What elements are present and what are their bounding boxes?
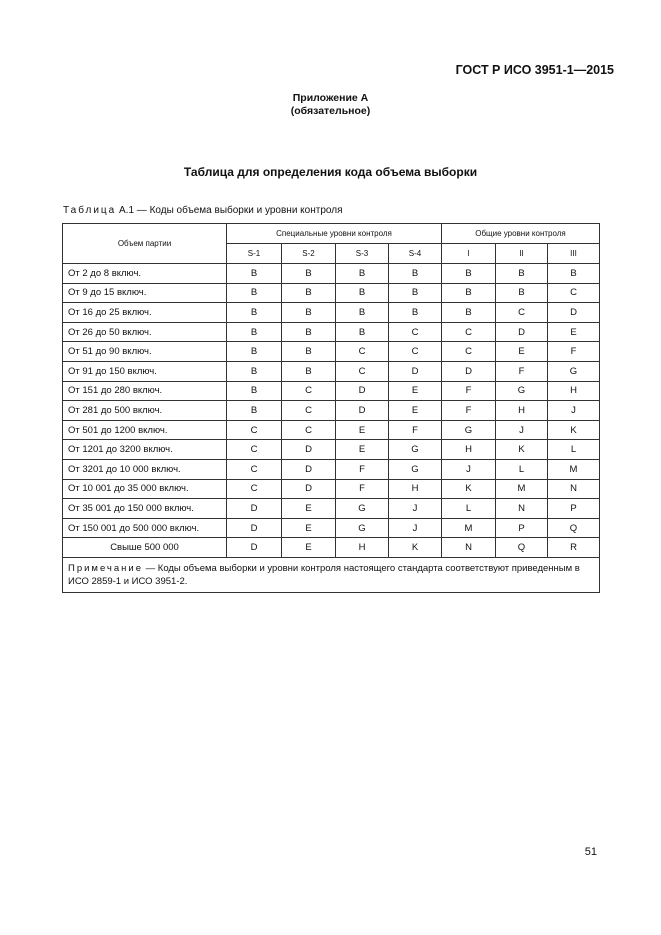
code-cell: B (336, 303, 389, 323)
appendix-status: (обязательное) (290, 105, 371, 117)
code-cell: N (548, 479, 600, 499)
code-cell: E (336, 420, 389, 440)
page-number: 51 (584, 846, 597, 858)
code-cell: G (336, 518, 389, 538)
code-cell: B (227, 322, 282, 342)
code-cell: D (282, 479, 336, 499)
code-cell: B (227, 361, 282, 381)
lot-size-cell: От 16 до 25 включ. (63, 303, 227, 323)
code-cell: B (227, 381, 282, 401)
code-cell: P (548, 499, 600, 519)
code-cell: B (227, 401, 282, 421)
lot-size-cell: От 26 до 50 включ. (63, 322, 227, 342)
code-cell: L (496, 459, 548, 479)
code-cell: B (336, 322, 389, 342)
lot-size-cell: От 51 до 90 включ. (63, 342, 227, 362)
code-cell: G (548, 361, 600, 381)
code-cell: B (389, 264, 442, 284)
code-cell: H (336, 538, 389, 558)
code-cell: F (336, 479, 389, 499)
lot-size-cell: От 2 до 8 включ. (63, 264, 227, 284)
lot-size-cell: От 150 001 до 500 000 включ. (63, 518, 227, 538)
lot-size-cell: От 91 до 150 включ. (63, 361, 227, 381)
code-cell: B (227, 283, 282, 303)
code-cell: C (442, 342, 496, 362)
code-cell: C (336, 361, 389, 381)
code-cell: N (442, 538, 496, 558)
table-note (63, 557, 600, 592)
table-row (63, 303, 600, 323)
code-cell: C (389, 322, 442, 342)
code-cell: B (282, 322, 336, 342)
code-cell: J (442, 459, 496, 479)
code-cell: C (389, 342, 442, 362)
code-cell: J (389, 518, 442, 538)
code-cell: E (336, 440, 389, 460)
code-cell: C (227, 420, 282, 440)
table-row (63, 518, 600, 538)
code-cell: B (227, 342, 282, 362)
code-cell: B (336, 283, 389, 303)
standard-designation: ГОСТ Р ИСО 3951-1—2015 (455, 63, 614, 77)
code-cell: D (282, 440, 336, 460)
code-cell: G (389, 440, 442, 460)
code-cell: D (496, 322, 548, 342)
code-cell: D (548, 303, 600, 323)
lot-size-cell: От 10 001 до 35 000 включ. (63, 479, 227, 499)
code-cell: E (548, 322, 600, 342)
code-cell: C (496, 303, 548, 323)
code-cell: N (496, 499, 548, 519)
code-cell: B (282, 342, 336, 362)
code-cell: D (336, 381, 389, 401)
code-cell: E (282, 499, 336, 519)
code-cell: E (389, 401, 442, 421)
level-header: S-4 (389, 244, 442, 264)
code-cell: D (227, 518, 282, 538)
code-cell: B (282, 361, 336, 381)
table-row (63, 264, 600, 284)
code-cell: C (227, 459, 282, 479)
code-cell: K (442, 479, 496, 499)
code-cell: F (389, 420, 442, 440)
code-cell: D (442, 361, 496, 381)
code-cell: F (496, 361, 548, 381)
code-cell: C (336, 342, 389, 362)
code-cell: F (442, 381, 496, 401)
code-cell: F (442, 401, 496, 421)
code-cell: B (282, 283, 336, 303)
table-row (63, 283, 600, 303)
code-cell: E (496, 342, 548, 362)
table-row (63, 381, 600, 401)
code-cell: B (336, 264, 389, 284)
code-cell: B (496, 283, 548, 303)
code-cell: K (548, 420, 600, 440)
code-cell: B (548, 264, 600, 284)
level-header: S-1 (227, 244, 282, 264)
lot-size-cell: От 281 до 500 включ. (63, 401, 227, 421)
code-cell: C (227, 440, 282, 460)
code-cell: B (442, 303, 496, 323)
code-cell: B (442, 264, 496, 284)
note-label: Примечание (68, 562, 143, 574)
lot-size-cell: От 35 001 до 150 000 включ. (63, 499, 227, 519)
code-cell: J (389, 499, 442, 519)
code-cell: M (442, 518, 496, 538)
code-cell: C (548, 283, 600, 303)
lot-size-cell: От 151 до 280 включ. (63, 381, 227, 401)
code-cell: C (442, 322, 496, 342)
special-levels-header: Специальные уровни контроля (227, 224, 442, 244)
code-cell: B (442, 283, 496, 303)
code-cell: E (389, 381, 442, 401)
code-cell: Q (548, 518, 600, 538)
section-heading: Таблица для определения кода объема выборки (183, 165, 478, 179)
code-cell: B (227, 303, 282, 323)
lot-size-cell: От 1201 до 3200 включ. (63, 440, 227, 460)
code-cell: E (282, 518, 336, 538)
lot-size-cell: От 3201 до 10 000 включ. (63, 459, 227, 479)
table-row (63, 479, 600, 499)
code-cell: H (496, 401, 548, 421)
table-row (63, 440, 600, 460)
table-caption-label: Таблица (63, 205, 117, 216)
code-cell: F (548, 342, 600, 362)
code-cell: E (282, 538, 336, 558)
code-cell: K (389, 538, 442, 558)
code-cell: C (227, 479, 282, 499)
code-cell: D (227, 499, 282, 519)
level-header: II (496, 244, 548, 264)
code-cell: B (496, 264, 548, 284)
code-cell: B (389, 303, 442, 323)
table-row (63, 322, 600, 342)
code-cell: G (496, 381, 548, 401)
code-cell: L (548, 440, 600, 460)
code-cell: C (282, 381, 336, 401)
note-text: — Коды объема выборки и уровни контроля настоящего стандарта соответствуют приведенным в ИСО 2859-1 и ИСО 3951-2. (68, 562, 580, 587)
code-cell: D (389, 361, 442, 381)
code-cell: D (336, 401, 389, 421)
table-caption-text: А.1 — Коды объема выборки и уровни контроля (119, 205, 343, 216)
code-cell: C (282, 401, 336, 421)
level-header: I (442, 244, 496, 264)
code-cell: H (442, 440, 496, 460)
table-row (63, 401, 600, 421)
sample-size-code-table (62, 223, 600, 593)
code-cell: D (227, 538, 282, 558)
table-row (63, 342, 600, 362)
level-header: S-3 (336, 244, 389, 264)
table-row (63, 459, 600, 479)
code-cell: B (282, 264, 336, 284)
code-cell: J (548, 401, 600, 421)
table-caption (63, 205, 343, 216)
code-cell: H (548, 381, 600, 401)
code-cell: B (227, 264, 282, 284)
code-cell: B (282, 303, 336, 323)
level-header: III (548, 244, 600, 264)
lot-size-cell: От 9 до 15 включ. (63, 283, 227, 303)
code-cell: H (389, 479, 442, 499)
appendix-block (0, 92, 661, 118)
code-cell: G (389, 459, 442, 479)
lot-size-cell: Свыше 500 000 (63, 538, 227, 558)
table-row (63, 361, 600, 381)
table-row (63, 499, 600, 519)
code-cell: B (389, 283, 442, 303)
code-cell: Q (496, 538, 548, 558)
code-cell: M (548, 459, 600, 479)
table-body (63, 264, 600, 558)
code-cell: D (282, 459, 336, 479)
level-header: S-2 (282, 244, 336, 264)
general-levels-header: Общие уровни контроля (442, 224, 600, 244)
code-cell: P (496, 518, 548, 538)
code-cell: M (496, 479, 548, 499)
code-cell: L (442, 499, 496, 519)
appendix-title: Приложение А (292, 92, 369, 104)
code-cell: C (282, 420, 336, 440)
code-cell: F (336, 459, 389, 479)
lot-size-header: Объем партии (63, 224, 227, 264)
table-row (63, 538, 600, 558)
table-row (63, 420, 600, 440)
code-cell: G (336, 499, 389, 519)
code-cell: R (548, 538, 600, 558)
lot-size-cell: От 501 до 1200 включ. (63, 420, 227, 440)
code-cell: G (442, 420, 496, 440)
code-cell: K (496, 440, 548, 460)
code-cell: J (496, 420, 548, 440)
